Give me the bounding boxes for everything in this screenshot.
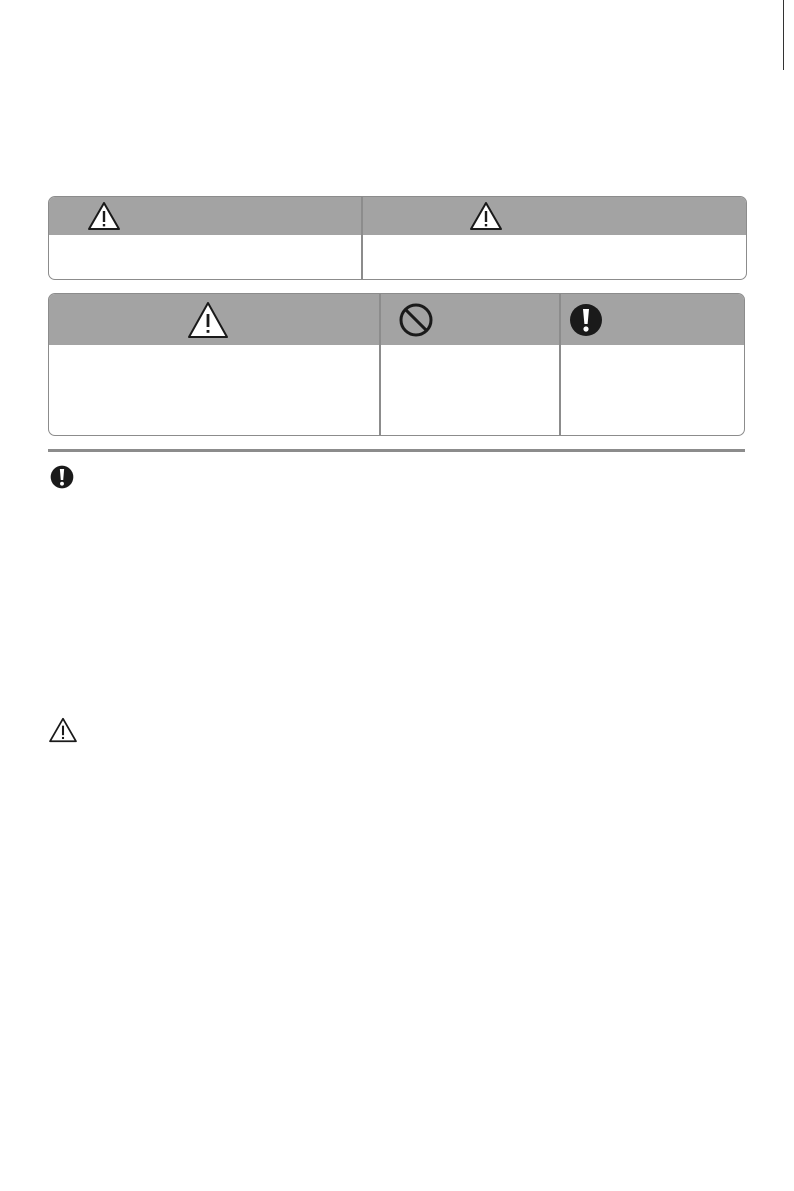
- warning-triangle-icon: [187, 301, 229, 339]
- mandatory-symbol-description: [561, 345, 744, 435]
- symbols-table: [48, 293, 745, 436]
- signal-word-description-right: [363, 235, 746, 279]
- exclamation-icon: [568, 302, 604, 338]
- page-number: [761, 0, 794, 64]
- warning-triangle-icon: [48, 717, 78, 743]
- warning-triangle-icon: [87, 201, 121, 231]
- exclamation-icon: [50, 465, 74, 489]
- prohibited-symbol-header: [380, 294, 559, 345]
- page-edge-rule: [783, 0, 784, 70]
- section-divider: [48, 449, 745, 452]
- warning-triangle-icon: [469, 201, 503, 231]
- signal-word-header-left: [49, 197, 362, 235]
- caution-symbol-header: [49, 294, 379, 345]
- caution-symbol-description: [49, 345, 379, 435]
- signal-word-description-left: [49, 235, 361, 279]
- prohibited-symbol-description: [381, 345, 559, 435]
- signal-word-table: [48, 196, 747, 280]
- mandatory-symbol-header: [560, 294, 744, 345]
- prohibition-icon: [398, 302, 434, 338]
- signal-word-header-right: [363, 197, 746, 235]
